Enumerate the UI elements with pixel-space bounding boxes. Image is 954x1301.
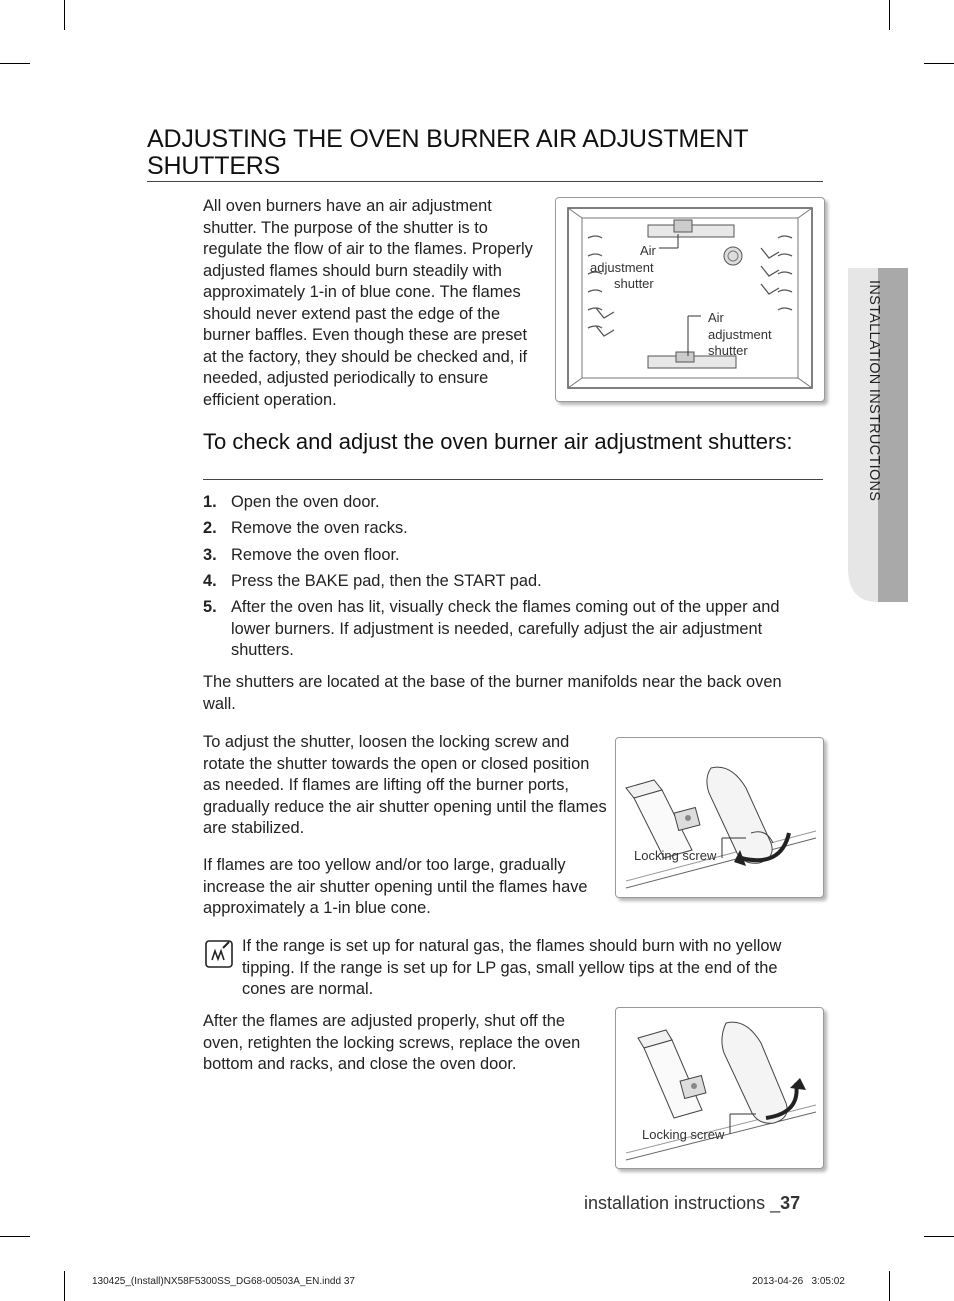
locking-screw-figure-tighten bbox=[615, 1007, 824, 1169]
subheading-rule bbox=[203, 479, 823, 480]
steps-list bbox=[203, 492, 818, 666]
locking-screw-label: Locking screw bbox=[642, 1127, 725, 1142]
air-shutter-label-bottom-line1: Air bbox=[708, 310, 724, 325]
locking-screw-label: Locking screw bbox=[634, 848, 717, 863]
note-icon bbox=[203, 938, 233, 968]
list-item: 2. Remove the oven racks. bbox=[203, 519, 408, 538]
locking-screw-figure-loosen bbox=[615, 737, 824, 898]
crop-mark bbox=[889, 1271, 890, 1301]
section-subheading: To check and adjust the oven burner air adjustment shutters: bbox=[203, 429, 793, 454]
note-text: If the range is set up for natural gas, the flames should burn with no yellow tipping. If the range is set up for LP gas, small yellow tips at the end of the cones are normal. bbox=[242, 937, 782, 998]
crop-mark bbox=[0, 63, 30, 64]
page-number: 37 bbox=[780, 1193, 801, 1213]
print-slug-date: 2013-04-26 3:05:02 bbox=[752, 1276, 845, 1287]
air-shutter-label-bottom-line2: adjustment bbox=[708, 327, 772, 342]
list-item: 3. Remove the oven floor. bbox=[203, 545, 400, 564]
list-item: 5. After the oven has lit, visually check the flames coming out of the upper and lower burners. If adjustment is needed, carefully adjust the air adjustment shutters. bbox=[203, 598, 780, 660]
air-shutter-label-top-line1: Air bbox=[640, 243, 656, 258]
adjust-paragraph: To adjust the shutter, loosen the locking screw and rotate the shutter towards the open or closed position as needed. If flames are lifting off the burner ports, gradually reduce the air shutter opening until the flames are stabilized. bbox=[203, 733, 607, 837]
title-rule bbox=[147, 181, 823, 182]
oven-cavity-figure bbox=[555, 197, 825, 402]
crop-mark bbox=[64, 1271, 65, 1301]
page-footer: installation instructions _37 bbox=[584, 1193, 801, 1213]
list-item: 4. Press the BAKE pad, then the START pad. bbox=[203, 571, 542, 590]
side-tab-label: INSTALLATION INSTRUCTIONS bbox=[866, 280, 882, 502]
print-slug-file: 130425_(Install)NX58F5300SS_DG68-00503A_EN.indd 37 bbox=[92, 1276, 355, 1287]
crop-mark bbox=[64, 0, 65, 30]
air-shutter-label-top-line2: adjustment bbox=[590, 260, 654, 275]
location-paragraph: The shutters are located at the base of the burner manifolds near the back oven wall. bbox=[203, 673, 782, 713]
page-title: ADJUSTING THE OVEN BURNER AIR ADJUSTMENT SHUTTERS bbox=[147, 125, 748, 180]
after-paragraph: After the flames are adjusted properly, shut off the oven, retighten the locking screws, replace the oven bottom and racks, and close the oven door. bbox=[203, 1012, 581, 1073]
list-item: 1. Open the oven door. bbox=[203, 493, 380, 511]
crop-mark bbox=[924, 1236, 954, 1237]
crop-mark bbox=[889, 0, 890, 30]
air-shutter-label-top-line3: shutter bbox=[614, 276, 654, 291]
intro-paragraph: All oven burners have an air adjustment shutter. The purpose of the shutter is to regulate the flow of air to the flames. Properly adjusted flames should burn steadily with approximately 1-in of blue cone. The flames should never extend past the edge of the burner baffles. Even though these are preset at the factory, they should be checked and, if needed, adjusted periodically to ensure efficient operation. bbox=[203, 197, 533, 409]
crop-mark bbox=[0, 1236, 30, 1237]
crop-mark bbox=[924, 63, 954, 64]
air-shutter-label-bottom-line3: shutter bbox=[708, 343, 748, 358]
yellow-flame-paragraph: If flames are too yellow and/or too large, gradually increase the air shutter opening until the flames have approximately a 1-in blue cone. bbox=[203, 856, 588, 917]
